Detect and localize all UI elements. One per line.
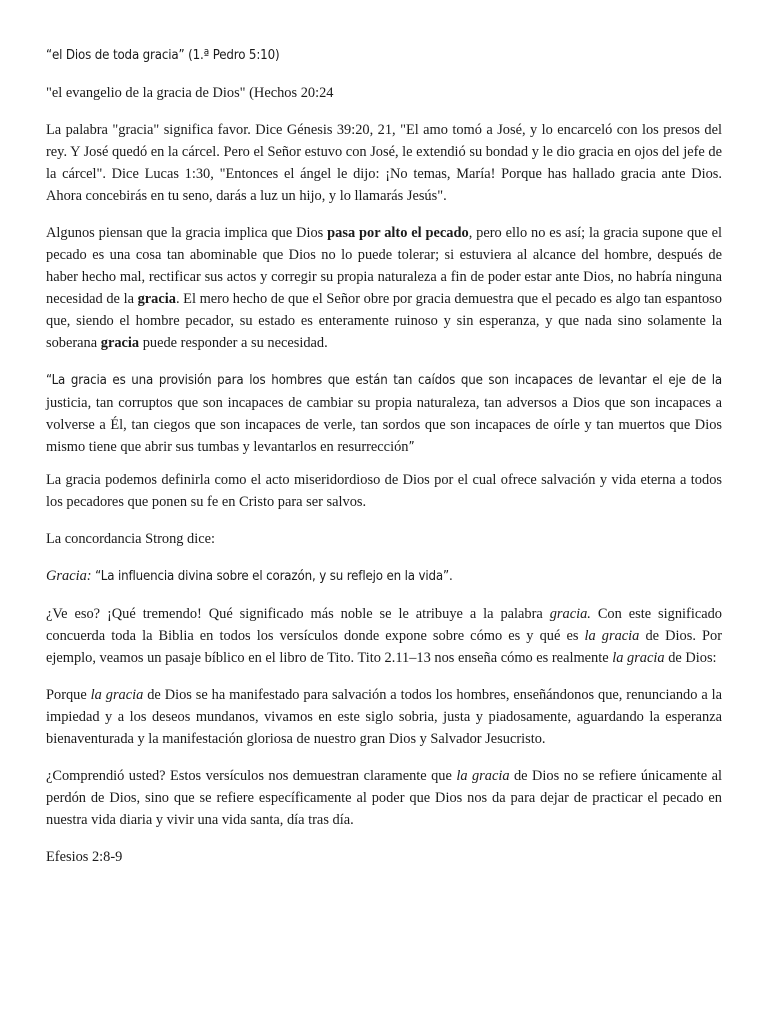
verse-text: “el Dios de toda gracia” (1.ª Pedro 5:10) <box>46 48 280 63</box>
paragraph-text: . El mero hecho de que el Señor obre por gracia demuestra que el pecado es algo tan espantoso que, siendo el hombre pecador, su estado es enteramente ruinoso y sin esperanza, y que nada sino solamente la soberana <box>46 291 722 351</box>
paragraph-text: de Dios. Por ejemplo, veamos un pasaje bíblico en el libro de Tito. Tito 2.11–13 nos enseña cómo es realmente <box>46 628 722 666</box>
italic-word: gracia. <box>549 606 591 622</box>
paragraph-text: Algunos piensan que la gracia implica que Dios <box>46 225 328 241</box>
paragraph-text: de Dios no se refiere únicamente al perdón de Dios, sino que se refiere específicamente al poder que Dios nos da para dejar de practicar el pecado en nuestra vida diaria y vivir una vida santa, día tras día. <box>46 768 722 828</box>
quote-text: “La gracia es una provisión para los hombres que están tan caídos que son incapaces de levantar el eje de la <box>46 373 722 388</box>
verse-quote-pedro <box>46 44 722 67</box>
verse-quote-hechos <box>46 82 722 104</box>
quote-mark: ” <box>408 440 415 455</box>
strong-definition <box>46 565 722 588</box>
paragraph-text: puede responder a su necesidad. <box>139 335 328 351</box>
paragraph-strong <box>46 528 722 550</box>
italic-word: la gracia <box>612 650 665 666</box>
paragraph-definition <box>46 119 722 207</box>
definition-text: “La influencia divina sobre el corazón, y su reflejo en la vida”. <box>91 569 453 584</box>
paragraph-sin <box>46 222 722 354</box>
term-label: Gracia: <box>46 568 92 584</box>
paragraph-text: La palabra "gracia" significa favor. Dice Génesis 39:20, 21, "El amo tomó a José, y lo encarceló con los presos del rey. Y José quedó en la cárcel. Pero el Señor estuvo con José, le extendió su bondad y le dio gracia en ojos del jefe de la cárcel". Dice Lucas 1:30, "Entonces el ángel le dijo: ¡No temas, María! Porque has hallado gracia ante Dios. Ahora concebirás en tu seno, darás a luz un hijo, y lo llamarás Jesús". <box>46 122 722 204</box>
reference-text: Efesios 2:8-9 <box>46 849 123 865</box>
quote-provision <box>46 369 722 459</box>
paragraph-text: ¿Comprendió usted? Estos versículos nos demuestran claramente que <box>46 768 457 784</box>
bold-phrase: pasa por alto el pecado <box>327 225 469 241</box>
verse-text: "el evangelio de la gracia de Dios" (Hechos 20:24 <box>46 85 334 101</box>
italic-word: la gracia <box>584 628 640 644</box>
bold-word: gracia <box>100 335 140 351</box>
paragraph-text: justicia, tan corruptos que son incapaces de cambiar su propia naturaleza, tan adversos a Dios que son incapaces a volverse a Él, tan ciegos que son incapaces de verle, tan sordos que son incapaces de oírle y tan muertos que Dios mismo tiene que abrir sus tumbas y levantarlos en resurrección <box>46 395 722 455</box>
paragraph-text: de Dios se ha manifestado para salvación a todos los hombres, enseñándonos que, renunciando a la impiedad y a los deseos mundanos, vivamos en este siglo sobria, justa y piadosamente, aguardando la esperanza bienaventurada y la manifestación gloriosa de nuestro gran Dios y Salvador Jesucristo. <box>46 687 722 747</box>
paragraph-text: , pero ello no es así; la gracia supone que el pecado es una cosa tan abominable que Dios no lo puede tolerar; si estuviera al alcance del hombre, después de haber hecho mal, rectificar sus actos y corregir su propia naturaleza a fin de poder estar ante Dios, no habría ninguna necesidad de la <box>46 225 722 307</box>
paragraph-text: Porque <box>46 687 91 703</box>
paragraph-definir <box>46 469 722 513</box>
paragraph-text: Con este significado concuerda toda la Biblia en todos los versículos donde expone sobre cómo es y qué es <box>46 606 722 644</box>
paragraph-porque <box>46 684 722 750</box>
paragraph-tito <box>46 603 722 669</box>
paragraph-text: La concordancia Strong dice: <box>46 531 216 547</box>
italic-word: la gracia <box>456 768 510 784</box>
italic-word: la gracia <box>90 687 144 703</box>
paragraph-text: La gracia podemos definirla como el acto miseridordioso de Dios por el cual ofrece salvación y vida eterna a todos los pecadores que ponen su fe en Cristo para ser salvos. <box>46 472 722 510</box>
reference-efesios <box>46 846 722 868</box>
paragraph-comprendio <box>46 765 722 831</box>
bold-word: gracia <box>137 291 176 307</box>
paragraph-text: de Dios: <box>664 650 717 666</box>
paragraph-text: ¿Ve eso? ¡Qué tremendo! Qué significado más noble se le atribuye a la palabra <box>46 606 550 622</box>
